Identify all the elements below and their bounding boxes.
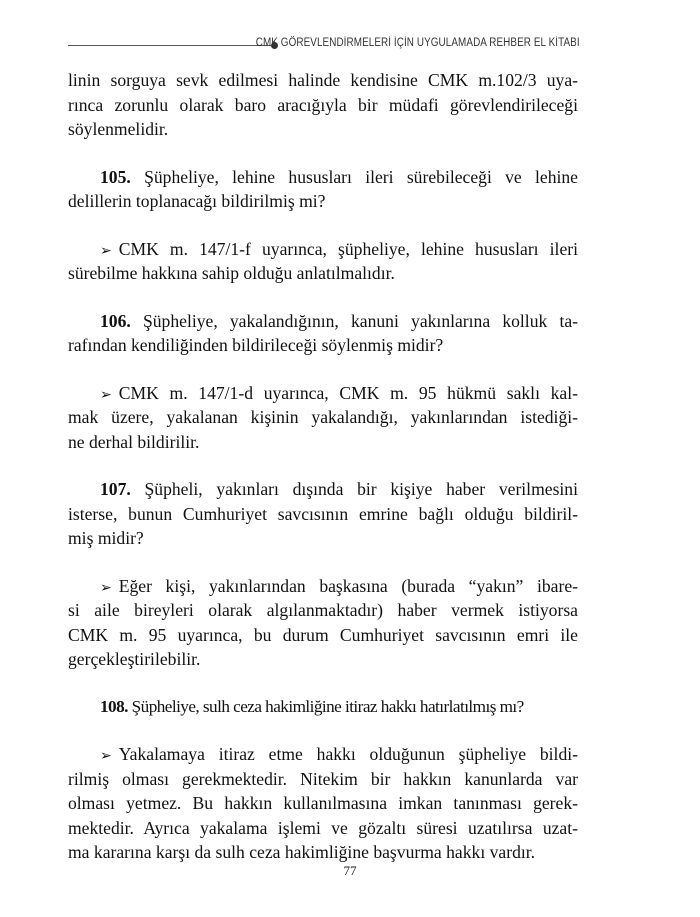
paragraph-continuation <box>68 68 578 142</box>
text-line <box>68 237 578 262</box>
header-title: CMK GÖREVLENDİRMELERİ İÇİN UYGULAMADA REHBER EL KİTABI <box>256 37 580 49</box>
text-line: olması yetmez. Bu hakkın kullanılmasına imkan tanınması gerek- <box>68 793 578 813</box>
arrow-bullet-icon: ➢ <box>100 579 112 596</box>
answer-108 <box>68 742 578 865</box>
text-line: si aile bireyleri olarak algılanmaktadır) haber vermek istiyorsa <box>68 600 578 620</box>
text-fragment: Şüpheliye, lehine hususları ileri sürebileceği ve lehine <box>130 166 578 187</box>
page-body <box>68 68 578 888</box>
page-number: 77 <box>343 863 357 878</box>
text-line: isterse, bunun Cumhuriyet savcısının emrine bağlı olduğu bildiril- <box>68 503 578 524</box>
question-107 <box>68 477 578 551</box>
text-line <box>68 381 578 406</box>
text-line: delillerin toplanacağı bildirilmiş mi? <box>68 191 326 211</box>
answer-106 <box>68 381 578 455</box>
text-line: rafından kendiliğinden bildirileceği söylenmiş midir? <box>68 335 444 355</box>
text-line: linin sorguya sevk edilmesi halinde kendisine CMK m.102/3 uya- <box>68 70 578 90</box>
text-fragment: Şüpheliye, sulh ceza hakimliğine itiraz hakkı hatırlatılmış mı? <box>127 696 524 716</box>
text-line <box>68 165 578 190</box>
question-106 <box>68 309 578 358</box>
text-fragment: Şüpheliye, yakalandığının, kanuni yakınlarına kolluk ta- <box>130 310 578 331</box>
text-fragment: Eğer kişi, yakınlarından başkasına (burada “yakın” ibare- <box>118 575 578 596</box>
text-line: CMK m. 95 uyarınca, bu durum Cumhuriyet savcısının emri ile <box>68 624 578 645</box>
text-line <box>68 574 578 599</box>
text-line: miş midir? <box>68 528 144 548</box>
text-fragment: Şüpheli, yakınları dışında bir kişiye haber verilmesini <box>130 479 578 499</box>
text-line: rınca zorunlu olarak baro aracığıyla bir müdafi görevlendirileceği <box>68 94 578 115</box>
question-105 <box>68 165 578 214</box>
question-108 <box>68 695 578 720</box>
text-line: rilmiş olması gerekmektedir. Nitekim bir hakkın kanunlarda var <box>68 768 578 789</box>
text-line: sürebilme hakkına sahip olduğu anlatılmalıdır. <box>68 263 395 283</box>
text-line: söylenmelidir. <box>68 119 169 139</box>
question-number: 105. <box>100 166 131 187</box>
text-line: gerçekleştirilebilir. <box>68 649 201 669</box>
header-rule <box>68 45 273 46</box>
question-number: 107. <box>100 479 131 499</box>
text-fragment: CMK m. 147/1-f uyarınca, şüpheliye, lehine hususları ileri <box>118 238 578 259</box>
text-fragment: Yakalamaya itiraz etme hakkı olduğunun şüpheliye bildi- <box>118 744 578 764</box>
text-line <box>68 742 578 767</box>
text-line: ne derhal bildirilir. <box>68 431 200 452</box>
arrow-bullet-icon: ➢ <box>100 748 112 764</box>
text-line <box>68 477 578 502</box>
text-fragment: CMK m. 147/1-d uyarınca, CMK m. 95 hükmü saklı kal- <box>118 382 578 403</box>
text-line: ma kararına karşı da sulh ceza hakimliğine başvurma hakkı vardır. <box>68 842 536 862</box>
arrow-bullet-icon: ➢ <box>100 386 112 403</box>
text-line: mektedir. Ayrıca yakalama işlemi ve gözaltı süresi uzatılırsa uzat- <box>68 817 578 838</box>
running-header <box>68 37 580 55</box>
question-number: 106. <box>100 310 131 331</box>
question-number: 108. <box>100 696 128 716</box>
answer-105 <box>68 237 578 286</box>
text-line <box>68 309 578 334</box>
arrow-bullet-icon: ➢ <box>100 242 112 259</box>
text-line: mak üzere, yakalanan kişinin yakalandığı, yakınlarından istediği- <box>68 407 578 427</box>
answer-107 <box>68 574 578 672</box>
text-line <box>68 695 578 720</box>
